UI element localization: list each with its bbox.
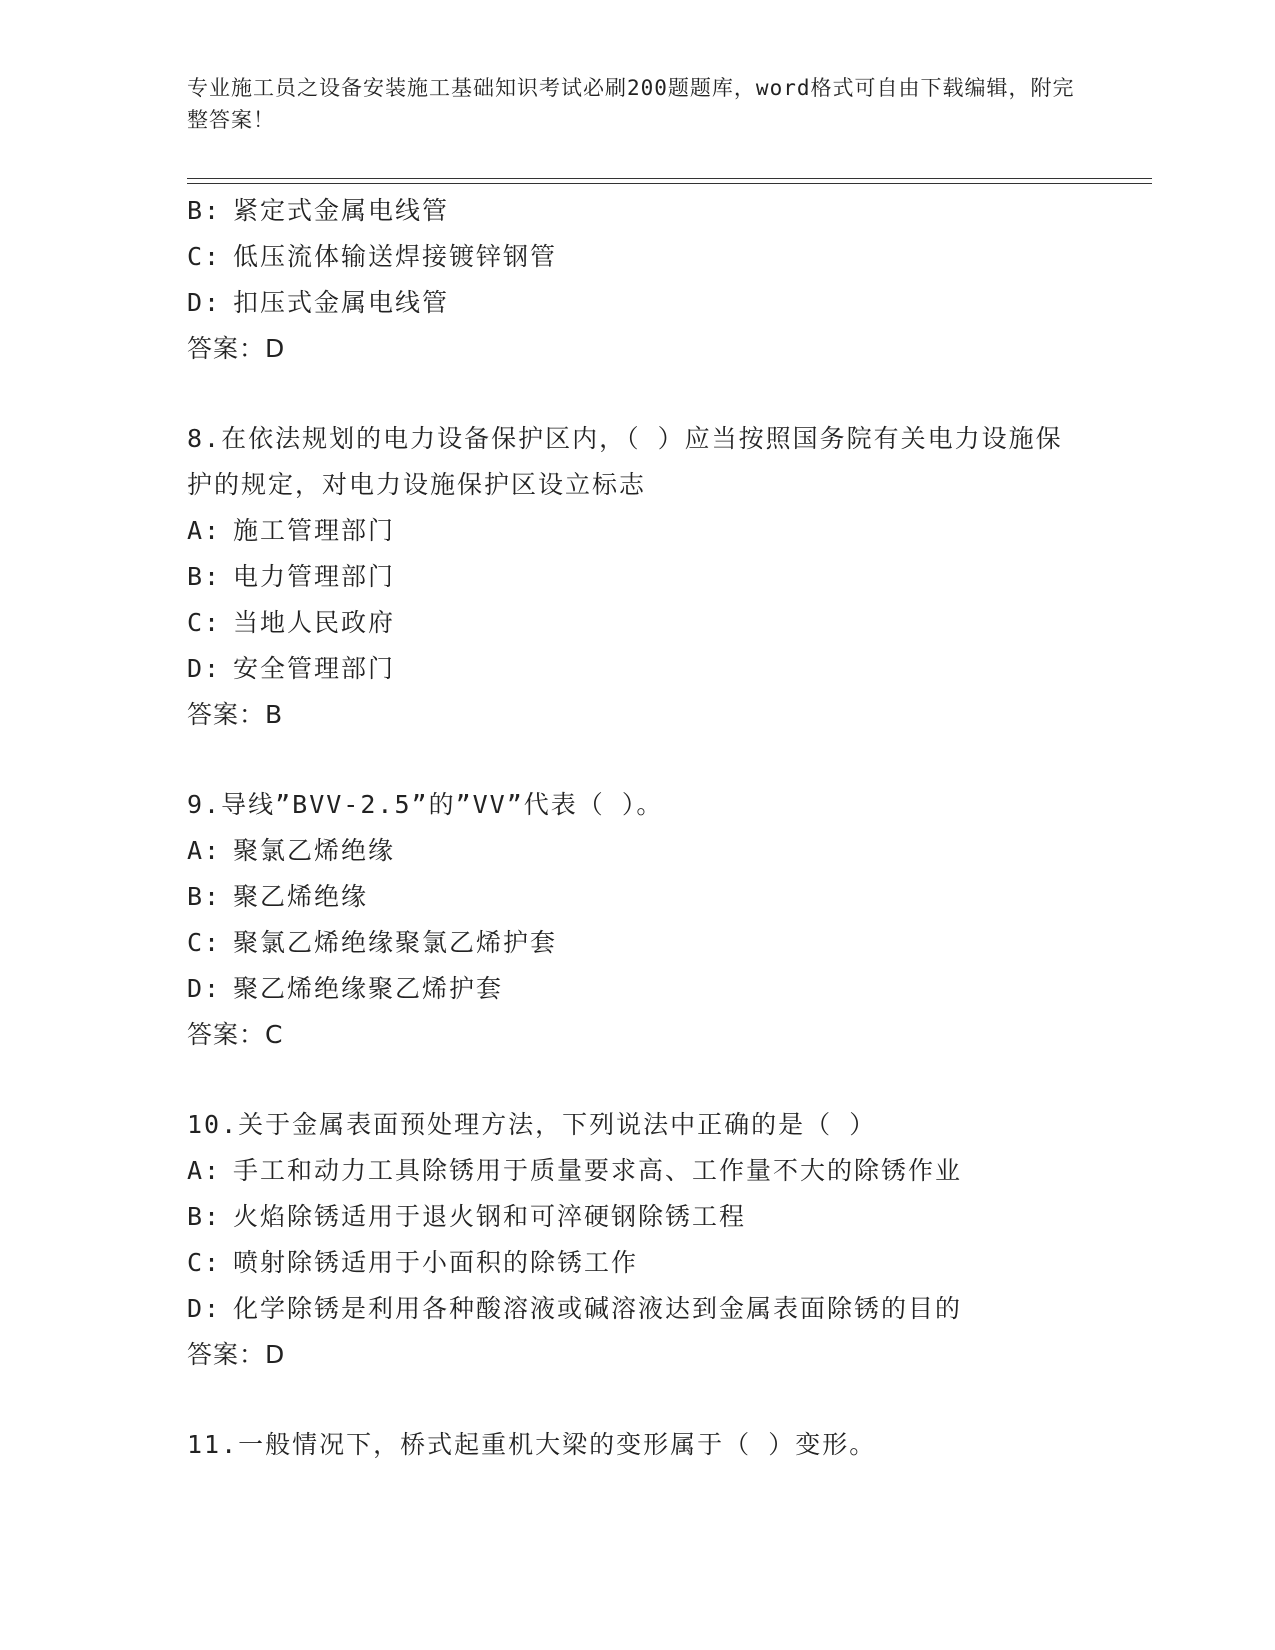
question-gap <box>187 372 1147 416</box>
option-b: B: 紧定式金属电线管 <box>187 196 450 225</box>
option-c: C: 当地人民政府 <box>187 608 396 637</box>
option-d: D: 化学除锈是利用各种酸溶液或碱溶液达到金属表面除锈的目的 <box>187 1294 963 1323</box>
question-gap <box>187 738 1147 782</box>
question-10 <box>187 1102 1147 1378</box>
question-stem: 8.在依法规划的电力设备保护区内，（ ）应当按照国务院有关电力设施保护的规定，对电力设施保护区设立标志 <box>187 424 1063 499</box>
answer-line: 答案：D <box>187 1340 286 1369</box>
question-list <box>187 188 1147 1468</box>
question-gap <box>187 1058 1147 1102</box>
option-b: B: 电力管理部门 <box>187 562 396 591</box>
option-b: B: 聚乙烯绝缘 <box>187 882 369 911</box>
option-d: D: 聚乙烯绝缘聚乙烯护套 <box>187 974 504 1003</box>
question-stem: 11.一般情况下，桥式起重机大梁的变形属于（ ）变形。 <box>187 1430 877 1459</box>
question-8 <box>187 416 1147 738</box>
header-title: 专业施工员之设备安装施工基础知识考试必刷200题题库，word格式可自由下载编辑，附完整答案！ <box>187 76 1075 132</box>
question-9 <box>187 782 1147 1058</box>
header-divider <box>187 178 1152 179</box>
option-a: A: 手工和动力工具除锈用于质量要求高、工作量不大的除锈作业 <box>187 1156 963 1185</box>
question-stem: 9.导线”BVV-2.5”的”VV”代表（ ）。 <box>187 790 664 819</box>
option-c: C: 低压流体输送焊接镀锌钢管 <box>187 242 558 271</box>
option-b: B: 火焰除锈适用于退火钢和可淬硬钢除锈工程 <box>187 1202 747 1231</box>
option-d: D: 安全管理部门 <box>187 654 396 683</box>
answer-line: 答案：C <box>187 1020 284 1049</box>
previous-question-tail <box>187 188 1147 372</box>
option-d: D: 扣压式金属电线管 <box>187 288 450 317</box>
option-c: C: 聚氯乙烯绝缘聚氯乙烯护套 <box>187 928 558 957</box>
question-gap <box>187 1378 1147 1422</box>
question-stem: 10.关于金属表面预处理方法，下列说法中正确的是（ ） <box>187 1110 877 1139</box>
option-c: C: 喷射除锈适用于小面积的除锈工作 <box>187 1248 639 1277</box>
document-header <box>187 72 1087 136</box>
answer-line: 答案：D <box>187 334 286 363</box>
answer-line: 答案：B <box>187 700 284 729</box>
option-a: A: 施工管理部门 <box>187 516 396 545</box>
option-a: A: 聚氯乙烯绝缘 <box>187 836 396 865</box>
header-divider-second <box>187 183 1152 184</box>
question-11 <box>187 1422 1147 1468</box>
